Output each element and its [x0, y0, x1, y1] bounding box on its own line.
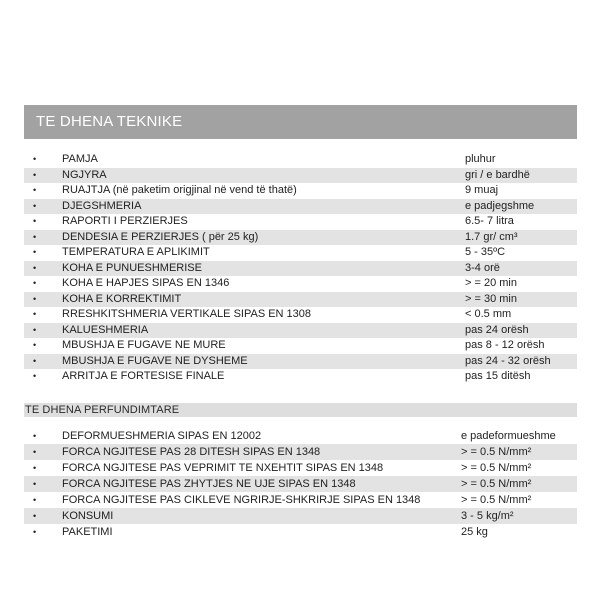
row-label: PAMJA	[62, 153, 98, 165]
row-value: 9 muaj	[465, 184, 499, 196]
row-value: > = 30 min	[465, 292, 517, 305]
main-section-header: TE DHENA TEKNIKE	[24, 105, 577, 139]
list-item	[24, 323, 577, 339]
row-value: 6.5- 7 litra	[465, 215, 514, 227]
bullet: •	[33, 495, 37, 505]
row-label: DJEGSHMERIA	[62, 199, 142, 212]
row-value: > = 0.5 N/mm²	[461, 478, 532, 490]
row-value: 25 kg	[461, 526, 488, 538]
bullet: •	[33, 169, 37, 180]
list-item	[24, 245, 577, 261]
bullet: •	[33, 309, 37, 319]
row-value: > = 0.5 N/mm²	[461, 462, 532, 474]
list-item	[24, 524, 577, 540]
row-value: pas 24 orësh	[465, 323, 529, 336]
list-item	[24, 354, 577, 370]
row-value: pas 8 - 12 orësh	[465, 339, 545, 351]
row-label: DENDESIA E PERZIERJES ( për 25 kg)	[62, 230, 259, 243]
list-item	[24, 276, 577, 292]
bullet: •	[33, 154, 37, 164]
final-data-section-header: TE DHENA PERFUNDIMTARE	[24, 403, 577, 417]
bullet: •	[33, 216, 37, 226]
list-item	[24, 152, 577, 168]
list-item	[24, 460, 577, 476]
row-value: 3-4 orë	[465, 261, 500, 274]
row-label: TEMPERATURA E APLIKIMIT	[62, 246, 210, 258]
list-item	[24, 369, 577, 385]
list-item	[24, 199, 577, 215]
row-value: gri / e bardhë	[465, 168, 530, 181]
list-item	[24, 476, 577, 492]
list-item	[24, 292, 577, 308]
row-label: PAKETIMI	[62, 526, 113, 538]
row-label: RUAJTJA (në paketim origjinal në vend të thatë)	[62, 184, 297, 196]
row-value: e padjegshme	[465, 199, 535, 212]
row-value: pas 24 - 32 orësh	[465, 354, 551, 367]
row-value: < 0.5 mm	[465, 308, 512, 320]
bullet: •	[33, 324, 37, 335]
list-item	[24, 261, 577, 277]
row-value: e padeformueshme	[461, 430, 556, 442]
row-label: FORCA NGJITESE PAS ZHYTJES NE UJE SIPAS EN 1348	[62, 478, 356, 490]
row-label: DEFORMUESHMERIA SIPAS EN 12002	[62, 430, 262, 442]
list-item	[24, 444, 577, 460]
bullet: •	[33, 431, 37, 441]
row-label: KOHA E PUNUESHMERISE	[62, 261, 202, 274]
list-item	[24, 428, 577, 444]
bullet: •	[33, 355, 37, 366]
bullet: •	[33, 293, 37, 304]
bullet: •	[33, 447, 37, 457]
bullet: •	[33, 262, 37, 273]
row-label: FORCA NGJITESE PAS 28 DITESH SIPAS EN 1348	[62, 446, 321, 458]
bullet: •	[33, 340, 37, 350]
row-value: 5 - 35ºC	[465, 246, 506, 258]
list-item	[24, 183, 577, 199]
row-label: MBUSHJA E FUGAVE NE DYSHEME	[62, 354, 248, 367]
row-label: KOHA E HAPJES SIPAS EN 1346	[62, 277, 230, 289]
row-value: pluhur	[465, 153, 496, 165]
bullet: •	[33, 511, 37, 521]
row-label: MBUSHJA E FUGAVE NE MURE	[62, 339, 226, 351]
row-value: 1.7 gr/ cm³	[465, 230, 518, 243]
bullet: •	[33, 247, 37, 257]
list-item	[24, 214, 577, 230]
bullet: •	[33, 231, 37, 242]
row-label: RAPORTI I PERZIERJES	[62, 215, 188, 227]
bullet: •	[33, 185, 37, 195]
row-label: KALUESHMERIA	[62, 323, 149, 336]
bullet: •	[33, 278, 37, 288]
row-label: FORCA NGJITESE PAS VEPRIMIT TE NXEHTIT SIPAS EN 1348	[62, 462, 384, 474]
row-label: KONSUMI	[62, 510, 114, 522]
row-value: pas 15 ditësh	[465, 370, 531, 382]
row-label: FORCA NGJITESE PAS CIKLEVE NGRIRJE-SHKRIRJE SIPAS EN 1348	[62, 494, 421, 506]
list-item	[24, 230, 577, 246]
row-label: ARRITJA E FORTESISE FINALE	[62, 370, 225, 382]
bullet: •	[33, 479, 37, 489]
row-label: KOHA E KORREKTIMIT	[62, 292, 182, 305]
bullet: •	[33, 527, 37, 537]
row-value: 3 - 5 kg/m²	[461, 510, 514, 522]
bullet: •	[33, 371, 37, 381]
row-value: > = 20 min	[465, 277, 517, 289]
row-value: > = 0.5 N/mm²	[461, 446, 532, 458]
row-label: RRESHKITSHMERIA VERTIKALE SIPAS EN 1308	[62, 308, 312, 320]
list-item	[24, 508, 577, 524]
list-item	[24, 168, 577, 184]
bullet: •	[33, 200, 37, 211]
row-label: NGJYRA	[62, 168, 107, 181]
technical-data-list	[24, 152, 577, 385]
row-value: > = 0.5 N/mm²	[461, 494, 532, 506]
list-item	[24, 338, 577, 354]
final-data-list	[24, 428, 577, 540]
bullet: •	[33, 463, 37, 473]
list-item	[24, 492, 577, 508]
list-item	[24, 307, 577, 323]
